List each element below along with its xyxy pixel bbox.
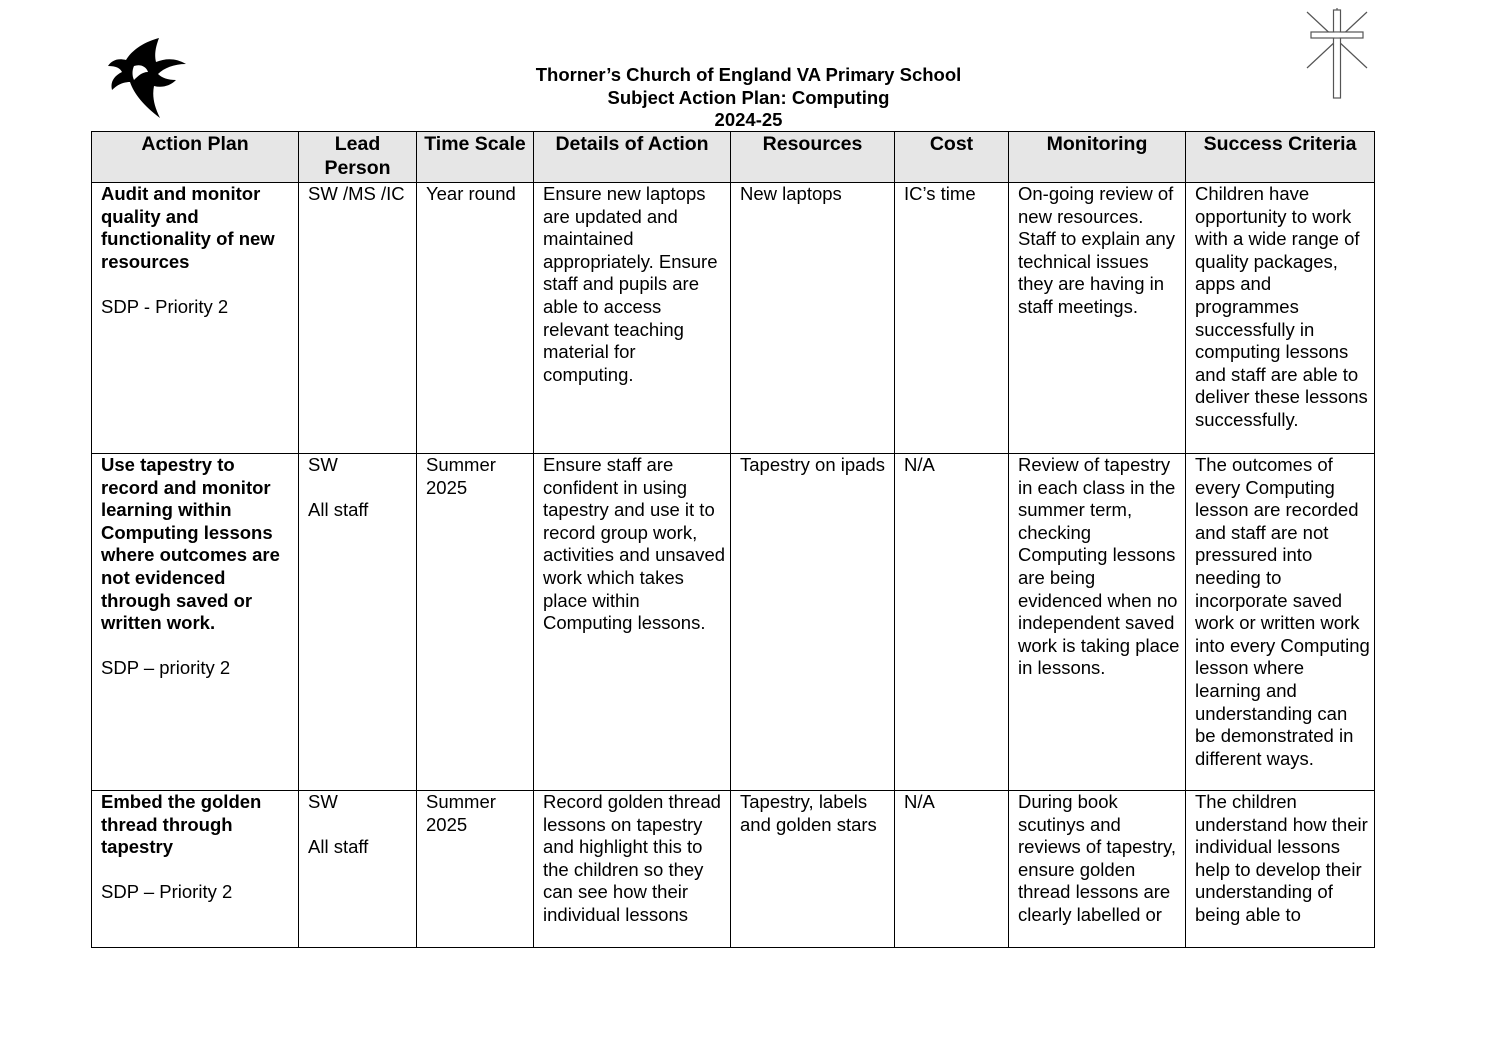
- success-criteria-cell: Children have opportunity to work with a wide range of quality packages, apps and programmes successfully in computing lessons and staff are able to deliver these lessons successfully.: [1186, 183, 1375, 454]
- resources-cell: New laptops: [731, 183, 895, 454]
- column-header-resources: Resources: [731, 132, 895, 183]
- column-header-lead-person: Lead Person: [299, 132, 417, 183]
- lead-person-cell: [299, 791, 417, 948]
- action-title: Audit and monitor quality and functionality of new resources: [101, 183, 275, 272]
- priority-label: SDP – Priority 2: [101, 881, 233, 903]
- academic-year: 2024-25: [714, 109, 783, 130]
- cost-cell: N/A: [895, 791, 1009, 948]
- time-scale-cell: Summer 2025: [417, 791, 534, 948]
- action-title: Embed the golden thread through tapestry: [101, 791, 262, 858]
- cost-cell: N/A: [895, 454, 1009, 791]
- monitoring-cell: Review of tapestry in each class in the summer term, checking Computing lessons are being evidenced when no independent saved work is taking place in lessons.: [1009, 454, 1186, 791]
- cost-cell: IC’s time: [895, 183, 1009, 454]
- action-plan-cell: [92, 183, 299, 454]
- success-criteria-cell: The children understand how their individual lessons help to develop their understanding of being able to: [1186, 791, 1375, 948]
- details-cell: Ensure new laptops are updated and maintained appropriately. Ensure staff and pupils are able to access relevant teaching material for computing.: [534, 183, 731, 454]
- time-scale-cell: Summer 2025: [417, 454, 534, 791]
- supporting-staff: All staff: [308, 499, 369, 521]
- success-criteria-cell: The outcomes of every Computing lesson are recorded and staff are not pressured into needing to incorporate saved work or written work into every Computing lesson where learning and understanding can be demonstrated in different ways.: [1186, 454, 1375, 791]
- resources-cell: Tapestry, labels and golden stars: [731, 791, 895, 948]
- resources-cell: Tapestry on ipads: [731, 454, 895, 791]
- lead-person: SW: [308, 791, 338, 812]
- document-header: [0, 64, 1497, 132]
- lead-person-cell: [299, 454, 417, 791]
- monitoring-cell: During book scutinys and reviews of tapestry, ensure golden thread lessons are clearly labelled or: [1009, 791, 1186, 948]
- column-header-action-plan: Action Plan: [92, 132, 299, 183]
- monitoring-cell: On-going review of new resources. Staff to explain any technical issues they are having in staff meetings.: [1009, 183, 1186, 454]
- column-header-cost: Cost: [895, 132, 1009, 183]
- details-cell: Record golden thread lessons on tapestry and highlight this to the children so they can see how their individual lessons: [534, 791, 731, 948]
- table-row: [92, 183, 1375, 454]
- priority-label: SDP – priority 2: [101, 657, 231, 679]
- column-header-success-criteria: Success Criteria: [1186, 132, 1375, 183]
- plan-title: Subject Action Plan: Computing: [607, 86, 890, 108]
- action-title: Use tapestry to record and monitor learning within Computing lessons where outcomes are not evidenced through saved or written work.: [101, 454, 280, 634]
- school-name: Thorner’s Church of England VA Primary School: [535, 64, 962, 85]
- action-plan-table: [91, 131, 1375, 948]
- time-scale-cell: Year round: [417, 183, 534, 454]
- column-header-details: Details of Action: [534, 132, 731, 183]
- lead-person: SW: [308, 454, 338, 475]
- action-plan-cell: [92, 791, 299, 948]
- supporting-staff: All staff: [308, 836, 369, 858]
- action-plan-cell: [92, 454, 299, 791]
- details-cell: Ensure staff are confident in using tapestry and use it to record group work, activities and unsaved work which takes place within Computing lessons.: [534, 454, 731, 791]
- table-row: [92, 454, 1375, 791]
- table-header-row: [92, 132, 1375, 183]
- table-row: [92, 791, 1375, 948]
- lead-person-cell: [299, 183, 417, 454]
- priority-label: SDP - Priority 2: [101, 295, 229, 317]
- column-header-time-scale: Time Scale: [417, 132, 534, 183]
- column-header-monitoring: Monitoring: [1009, 132, 1186, 183]
- lead-person: SW /MS /IC: [308, 183, 405, 204]
